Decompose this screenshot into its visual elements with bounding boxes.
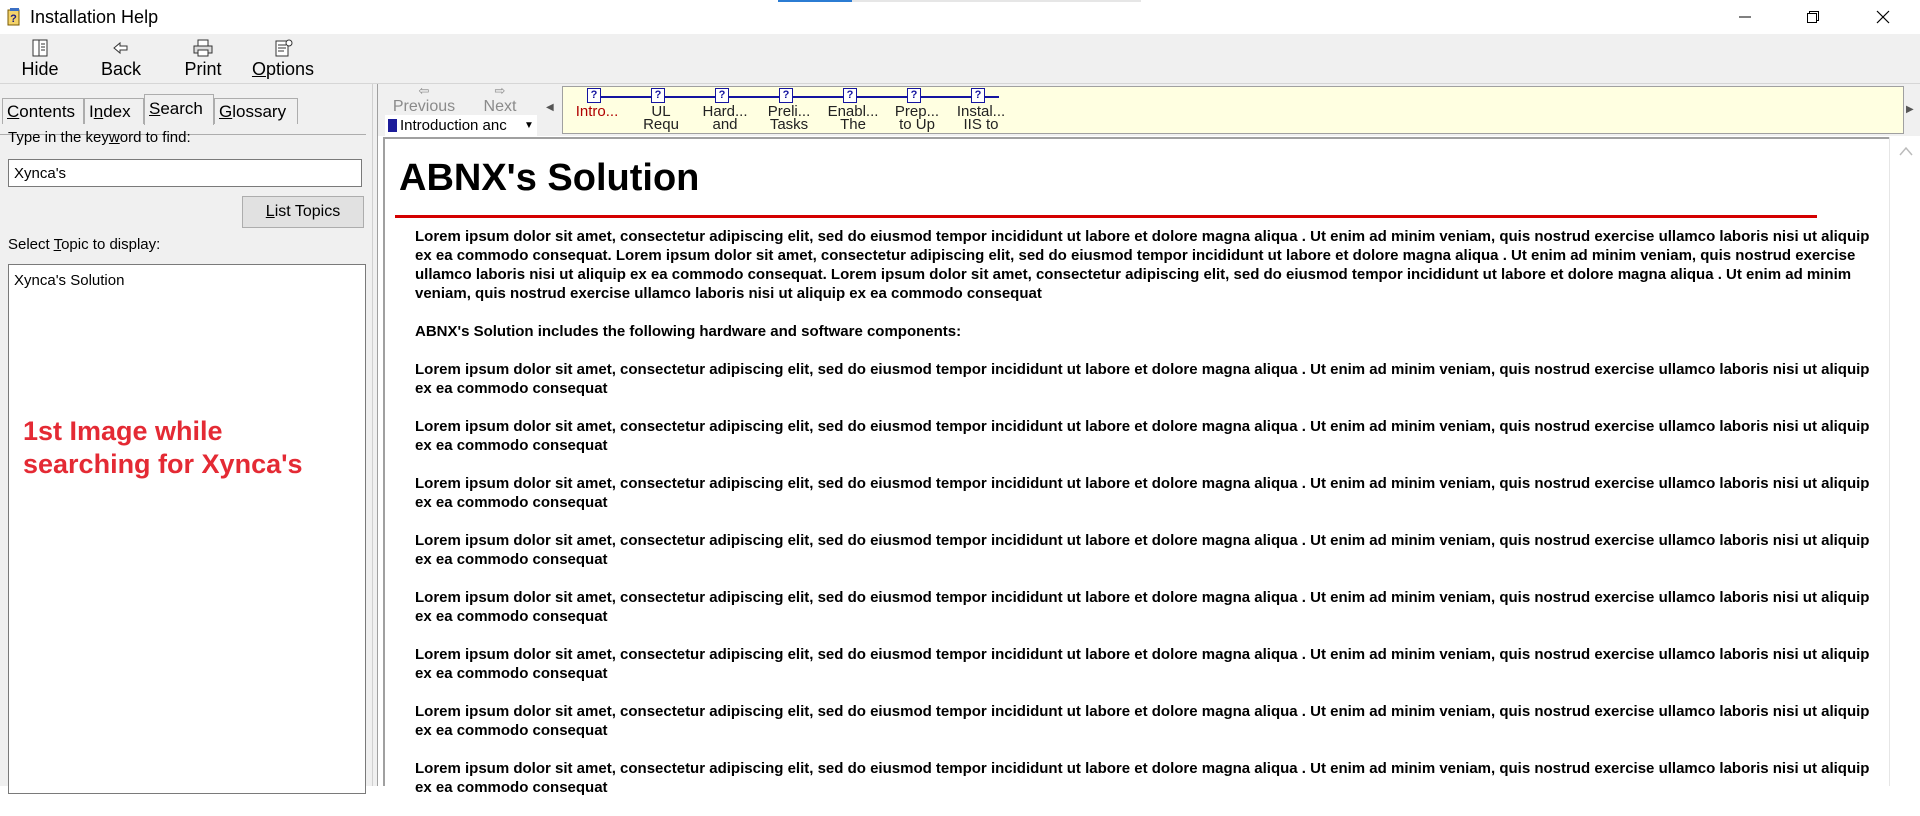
topic-body [415,227,1877,816]
breadcrumb-item[interactable]: ? Hard... and [702,89,748,133]
tab-glossary[interactable]: Glossary [214,98,298,124]
restore-icon [1806,10,1820,24]
minimize-icon [1738,10,1752,24]
close-button[interactable] [1848,0,1918,34]
title-divider [395,215,1817,218]
print-label: Print [184,59,222,79]
tab-search[interactable]: Search [144,94,214,125]
scroll-right-icon[interactable]: ▶ [1906,104,1914,115]
page-title: ABNX's Solution [399,157,700,199]
minimize-button[interactable] [1710,0,1780,34]
keyword-label: Type in the keyword to find: [8,129,191,146]
taskbar-tab-strip [778,0,1141,2]
back-arrow-icon [111,38,131,58]
help-topic-icon: ? [907,88,921,103]
body-paragraph: Lorem ipsum dolor sit amet, consectetur adipiscing elit, sed do eiusmod tempor incididunt ut labore et dolore magna aliqua . Ut enim ad minim veniam, quis nostrud exercise ullamco laboris nisi ut aliquip ex ea commodo consequat [415,589,1870,625]
body-paragraph: Lorem ipsum dolor sit amet, consectetur adipiscing elit, sed do eiusmod tempor incididunt ut labore et dolore magna aliqua . Ut enim ad minim veniam, quis nostrud exercise ullamco laboris nisi ut aliquip ex ea commodo consequat [415,760,1870,796]
topic-breadcrumb [562,86,1904,134]
tab-contents[interactable]: Contents [2,98,84,124]
title-bar [0,0,1920,34]
breadcrumb-item[interactable]: ? Enabl... The [827,89,879,133]
options-icon [272,38,294,58]
scroll-left-icon[interactable]: ◀ [546,102,554,113]
body-paragraph: Lorem ipsum dolor sit amet, consectetur adipiscing elit, sed do eiusmod tempor incididunt ut labore et dolore magna aliqua . Ut enim ad minim veniam, quis nostrud exercise ullamco laboris nisi ut aliquip ex ea commodo consequat [415,646,1870,682]
back-label: Back [100,59,142,79]
previous-button[interactable] [390,84,458,116]
help-topic-icon: ? [779,88,793,103]
list-topics-button[interactable]: L ist Topics [242,196,364,228]
printer-icon [192,38,214,58]
keyword-search-input[interactable] [8,159,362,187]
previous-arrow-icon: ⇦ [418,83,430,98]
navigation-pane [0,84,372,786]
help-topic-icon: ? [587,88,601,103]
breadcrumb-item[interactable]: ? Prep... to Up [894,89,940,133]
close-icon [1876,10,1890,24]
options-button[interactable] [248,36,318,80]
help-topic-icon: ? [843,88,857,103]
help-book-icon [6,7,22,27]
next-label: Next [483,98,517,115]
body-paragraph: Lorem ipsum dolor sit amet, consectetur adipiscing elit, sed do eiusmod tempor incididunt ut labore et dolore magna aliqua . Ut enim ad minim veniam, quis nostrud exercise ullamco laboris nisi ut aliquip ex ea commodo consequat [415,703,1870,739]
pane-splitter[interactable] [372,84,378,786]
vertical-scrollbar[interactable] [1889,137,1920,786]
options-label: Options [251,59,315,79]
restore-button[interactable] [1778,0,1848,34]
print-button[interactable] [178,36,228,80]
select-topic-label: Select Topic to display: [8,236,161,253]
next-button[interactable] [476,84,524,116]
toolbar [0,34,1920,84]
tab-index[interactable]: Index [84,98,144,124]
list-item[interactable]: Xynca's Solution [14,272,125,289]
chevron-down-icon: ▼ [524,120,534,131]
nav-tabs [0,94,372,124]
help-topic-icon: ? [971,88,985,103]
svg-text:?: ? [10,13,17,25]
window-title: Installation Help [30,7,159,27]
hide-pane-icon [30,38,50,58]
breadcrumb-item[interactable]: ? Intro... [575,89,619,120]
next-arrow-icon: ⇨ [494,83,506,98]
hide-label: Hide [21,59,59,79]
breadcrumb-item[interactable]: ? Preli... Tasks [767,89,811,133]
help-topic-icon: ? [715,88,729,103]
topic-marker-icon [388,119,397,132]
intro-paragraph: Lorem ipsum dolor sit amet, consectetur adipiscing elit, sed do eiusmod tempor incididunt ut labore et dolore magna aliqua . Ut enim ad minim veniam, quis nostrud exercise ullamco laboris nisi ut aliquip ex ea commodo consequat. Lorem ipsum dolor sit amet, consectetur adipiscing elit, sed do eiusmod tempor incididunt ut labore et dolore magna aliqua . Ut enim ad minim veniam, quis nostrud exercise ullamco laboris nisi ut aliquip ex ea commodo consequat. Lorem ipsum dolor sit amet, consectetur adipiscing elit, sed do eiusmod tempor incididunt ut labore et dolore magna aliqua . Ut enim ad minim veniam, quis nostrud exercise ullamco laboris nisi ut aliquip ex ea commodo consequat [415,228,1870,302]
topic-dropdown[interactable] [385,115,537,136]
help-topic-icon: ? [651,88,665,103]
breadcrumb-item[interactable]: ? UL Requ [643,89,679,133]
body-paragraph: Lorem ipsum dolor sit amet, consectetur adipiscing elit, sed do eiusmod tempor incididunt ut labore et dolore magna aliqua . Ut enim ad minim veniam, quis nostrud exercise ullamco laboris nisi ut aliquip ex ea commodo consequat [415,475,1870,511]
scroll-up-icon[interactable] [1898,145,1914,157]
annotation-label: 1st Image while searching for Xynca's [23,416,303,479]
hide-button[interactable] [18,36,62,80]
back-button[interactable] [94,36,148,80]
topic-dropdown-value: Introduction anc [400,117,507,134]
body-paragraph: Lorem ipsum dolor sit amet, consectetur adipiscing elit, sed do eiusmod tempor incididunt ut labore et dolore magna aliqua . Ut enim ad minim veniam, quis nostrud exercise ullamco laboris nisi ut aliquip ex ea commodo consequat [415,418,1870,454]
breadcrumb-item[interactable]: ? Instal... IIS to [956,89,1006,133]
previous-label: Previous [392,98,456,115]
components-heading: ABNX's Solution includes the following hardware and software components: [415,323,962,340]
topic-results-list[interactable] [8,264,366,794]
topic-content [383,137,1889,796]
body-paragraph: Lorem ipsum dolor sit amet, consectetur adipiscing elit, sed do eiusmod tempor incididunt ut labore et dolore magna aliqua . Ut enim ad minim veniam, quis nostrud exercise ullamco laboris nisi ut aliquip ex ea commodo consequat [415,532,1870,568]
body-paragraph: Lorem ipsum dolor sit amet, consectetur adipiscing elit, sed do eiusmod tempor incididunt ut labore et dolore magna aliqua . Ut enim ad minim veniam, quis nostrud exercise ullamco laboris nisi ut aliquip ex ea commodo consequat [415,361,1870,397]
